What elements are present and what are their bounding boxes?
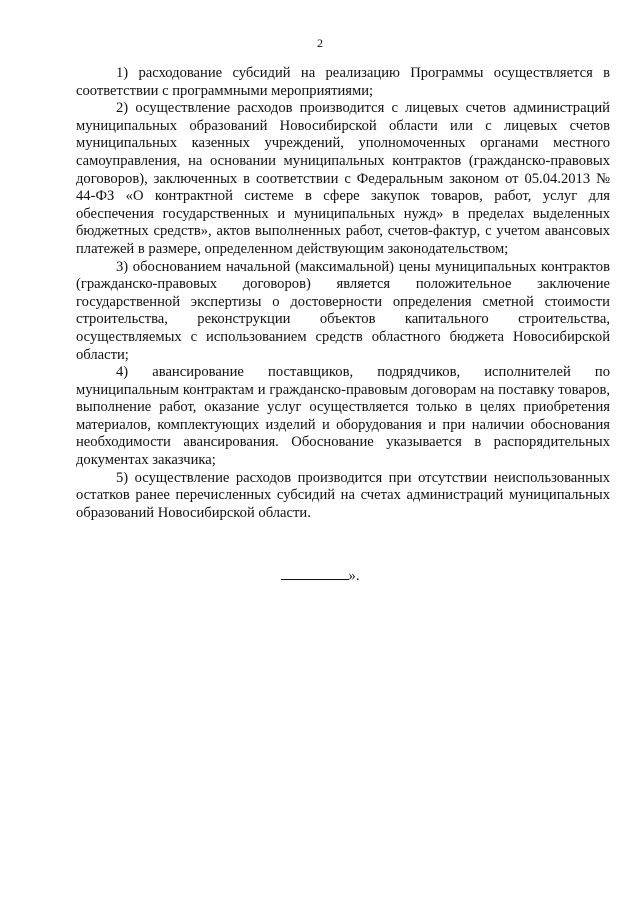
page-number: 2 bbox=[317, 36, 323, 50]
paragraph-item-5: 5) осуществление расходов производится при отсутствии неиспользованных остатков ранее перечисленных субсидий на счетах администраций муниципальных образований Новосибирской области. bbox=[76, 469, 610, 521]
document-body bbox=[76, 65, 610, 522]
closing-underline bbox=[281, 568, 349, 580]
paragraph-item-3: 3) обоснованием начальной (максимальной) цены муниципальных контрактов (гражданско-правовых договоров) является положительное заключение государственной экспертизы о достоверности определения сметной стоимости строительства, реконструкции объектов капитального строительства, осуществляемых с использованием средств областного бюджета Новосибирской области; bbox=[76, 258, 610, 363]
closing-quote-mark: ». bbox=[348, 568, 360, 584]
paragraph-item-2: 2) осуществление расходов производится с лицевых счетов администраций муниципальных образований Новосибирской области или с лицевых счетов муниципальных казенных учреждений, уполномоченных органами местного самоуправления, на основании муниципальных контрактов (гражданско-правовых договоров), заключенных в соответствии с Федеральным законом от 05.04.2013 № 44-ФЗ «О контрактной системе в сфере закупок товаров, работ, услуг для обеспечения государственных и муниципальных нужд» в пределах выделенных бюджетных средств», актов выполненных работ, счетов-фактур, с учетом авансовых платежей в размере, определенном действующим законодательством; bbox=[76, 100, 610, 257]
paragraph-item-1: 1) расходование субсидий на реализацию Программы осуществляется в соответствии с программными мероприятиями; bbox=[76, 65, 610, 99]
closing-line bbox=[0, 568, 640, 585]
paragraph-item-4: 4) авансирование поставщиков, подрядчиков, исполнителей по муниципальным контрактам и гражданско-правовым договорам на поставку товаров, выполнение работ, оказание услуг осуществляется только в целях приобретения материалов, комплектующих изделий и оборудования и при наличии обоснования необходимости авансирования. Обоснование указывается в распорядительных документах заказчика; bbox=[76, 364, 610, 469]
